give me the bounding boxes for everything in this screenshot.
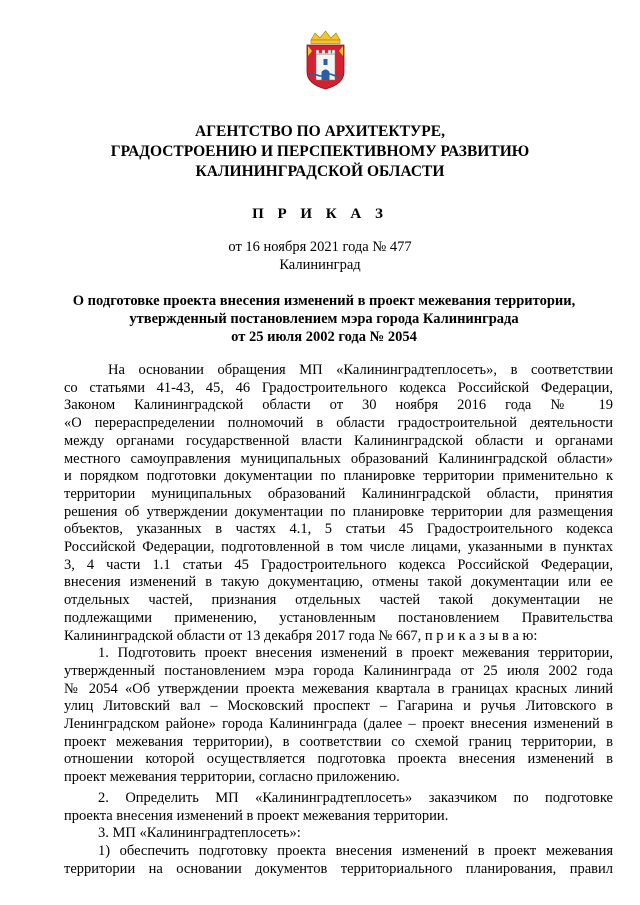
text-line: № 2054 «Об утверждении проекта межевания квартала в границах красных линий bbox=[64, 680, 613, 697]
agency-line-2: ГРАДОСТРОЕНИЮ И ПЕРСПЕКТИВНОМУ РАЗВИТИЮ bbox=[110, 143, 530, 160]
text-line: проект межевания территории), в соответствии со схемой границ территории, в bbox=[64, 733, 613, 750]
text-line: отдельных частей, признания отдельных частей такой документации не bbox=[64, 592, 613, 609]
text-line: «О перераспределении полномочий в области градостроительной деятельности bbox=[64, 415, 613, 432]
text-line: между органами государственной власти Калининградской области и органами bbox=[64, 432, 613, 449]
text-line: проекта внесения изменений в проект межевания территории. bbox=[64, 807, 449, 824]
text-line: Ленинградском районе» города Калининграда (далее – проект внесения изменений в bbox=[64, 716, 613, 733]
item-1-paragraph bbox=[64, 645, 613, 787]
text-line: 1) обеспечить подготовку проекта внесения изменений в проект межевания bbox=[98, 842, 613, 859]
document-body bbox=[64, 362, 613, 878]
item-2-paragraph bbox=[64, 790, 613, 825]
document-type: П Р И К А З bbox=[252, 206, 388, 222]
text-line: 3, 4 части 1.1 статьи 45 Градостроительного кодекса Российской Федерации, bbox=[64, 556, 613, 573]
date-and-place bbox=[0, 238, 640, 274]
document-title bbox=[64, 292, 584, 346]
title-line-2: утвержденный постановлением мэра города Калининграда bbox=[129, 311, 519, 327]
text-line: местного самоуправления муниципальных образований Калининградской области» bbox=[64, 450, 613, 467]
item-3-paragraph bbox=[64, 825, 613, 843]
coat-of-arms-icon bbox=[303, 30, 348, 90]
agency-name bbox=[60, 122, 580, 182]
text-line: 1. Подготовить проект внесения изменений в проект межевания территории, bbox=[98, 645, 613, 662]
text-line: со статьями 41-43, 45, 46 Градостроительного кодекса Российской Федерации, bbox=[64, 379, 613, 396]
text-line: и порядком подготовки документации по планировке территории применительно к bbox=[64, 468, 613, 485]
text-line: подлежащими применению, установленным постановлением Правительства bbox=[64, 609, 613, 626]
text-line: Законом Калининградской области от 30 ноября 2016 года № 19 bbox=[64, 397, 613, 414]
agency-line-3: КАЛИНИНГРАДСКОЙ ОБЛАСТИ bbox=[195, 163, 445, 180]
title-line-1: О подготовке проекта внесения изменений в проект межевания территории, bbox=[72, 293, 576, 309]
text-line: На основании обращения МП «Калининградтеплосеть», в соответствии bbox=[108, 362, 613, 378]
text-line: 2. Определить МП «Калининградтеплосеть» заказчиком по подготовке bbox=[98, 789, 613, 806]
text-line: 3. МП «Калининградтеплосеть»: bbox=[98, 825, 301, 842]
text-line: объектов, указанных в частях 4.1, 5 статьи 45 Градостроительного кодекса bbox=[64, 521, 613, 538]
item-3-1-paragraph bbox=[64, 843, 613, 878]
preamble-paragraph bbox=[64, 362, 613, 645]
agency-line-1: АГЕНТСТВО ПО АРХИТЕКТУРЕ, bbox=[195, 123, 445, 140]
text-line: территории муниципальных образований Калининградской области, принятия bbox=[64, 485, 613, 502]
text-line: решения об утверждении документации по планировке территории для размещения bbox=[64, 503, 613, 520]
text-line: территории на основании документов территориального планирования, правил bbox=[64, 860, 613, 877]
date-number: от 16 ноября 2021 года № 477 bbox=[228, 239, 412, 255]
text-line: отношении которой осуществляется подготовка проекта внесения изменений в bbox=[64, 751, 613, 768]
text-line: проект межевания территории, согласно приложению. bbox=[64, 769, 400, 786]
title-line-3: от 25 июля 2002 года № 2054 bbox=[231, 329, 417, 345]
text-line: улиц Литовский вал – Московский проспект – Гагарина и ручья Литовского в bbox=[64, 698, 613, 715]
text-line: Российской Федерации, подготовленной в том числе лицами, указанными в пунктах bbox=[64, 539, 613, 556]
text-line: утвержденный постановлением мэра города Калининграда от 25 июля 2002 года bbox=[64, 662, 613, 679]
city: Калининград bbox=[279, 257, 361, 273]
text-line: внесения изменений в такую документацию, отмены такой документации или ее bbox=[64, 574, 613, 591]
text-line: Калининградской области от 13 декабря 2017 года № 667, п р и к а з ы в а ю: bbox=[64, 627, 538, 644]
